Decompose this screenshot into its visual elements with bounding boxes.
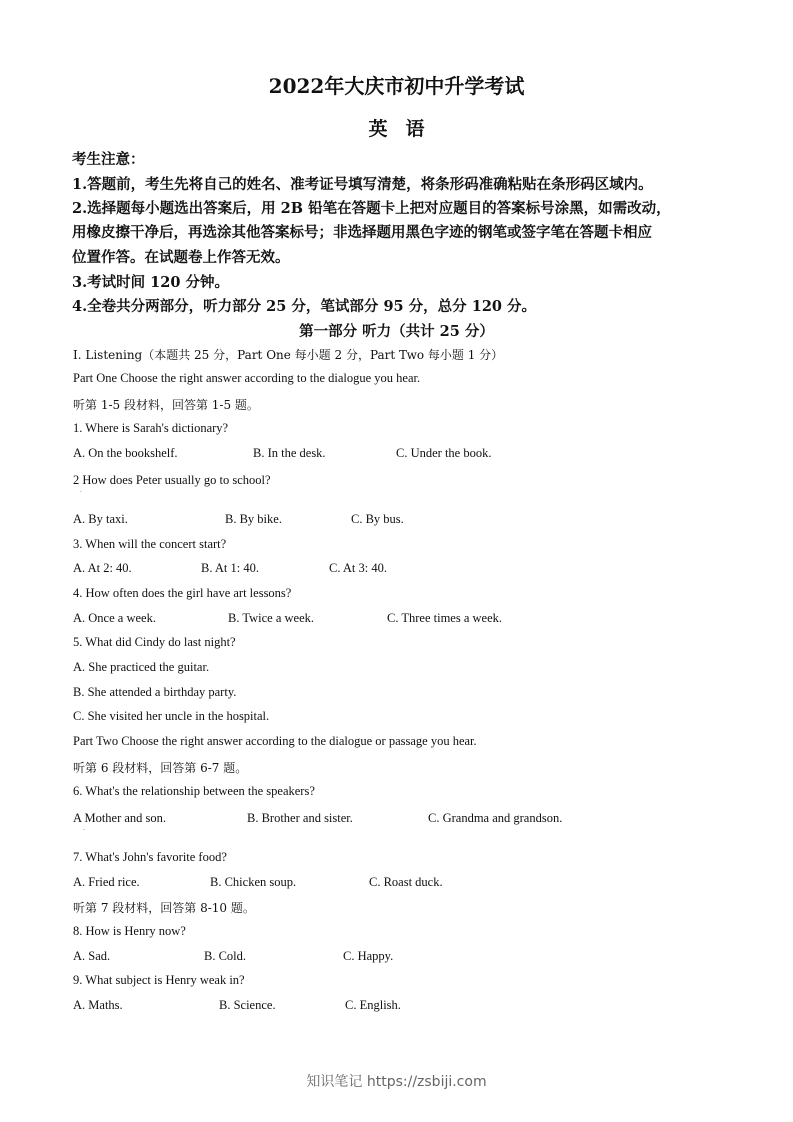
stray-mark: · — [83, 827, 85, 834]
option-b: B. In the desk. — [253, 446, 326, 460]
notice-line: 4.全卷共分两部分，听力部分 25 分，笔试部分 95 分，总分 120 分。 — [72, 298, 537, 315]
option-c: C. Happy. — [343, 949, 394, 963]
option-b: B. Cold. — [204, 949, 247, 963]
option-c: C. At 3: 40. — [329, 561, 387, 575]
part-one-title: 第一部分 听力（共计 25 分） — [299, 323, 494, 340]
notice-line: 位置作答。在试题卷上作答无效。 — [72, 249, 290, 266]
notice-line: 用橡皮擦干净后，再选涂其他答案标号；非选择题用黑色字迹的钢笔或签字笔在答题卡相应 — [72, 224, 652, 241]
material-label: 听第 7 段材料，回答第 8-10 题。 — [73, 901, 255, 915]
question-stem: 8. How is Henry now? — [73, 924, 186, 938]
material-label: 听第 6 段材料，回答第 6-7 题。 — [73, 761, 248, 775]
option-a: A. Sad. — [73, 949, 111, 963]
question-stem: 6. What's the relationship between the speakers? — [73, 784, 315, 798]
notice-heading: 考生注意： — [72, 151, 145, 168]
option-c: C. She visited her uncle in the hospital. — [73, 709, 270, 723]
material-label: 听第 1-5 段材料，回答第 1-5 题。 — [73, 398, 259, 412]
stray-mark: · — [80, 489, 82, 496]
option-b: B. Brother and sister. — [247, 811, 353, 825]
option-c: C. Three times a week. — [387, 611, 503, 625]
notice-line: 2.选择题每小题选出答案后，用 2B 铅笔在答题卡上把对应题目的答案标号涂黑，如需改动， — [72, 200, 671, 217]
question-stem: 4. How often does the girl have art lessons? — [73, 586, 292, 600]
option-c: C. By bus. — [351, 512, 404, 526]
exam-subject: 英语 — [368, 118, 443, 140]
option-c: C. English. — [345, 998, 401, 1012]
option-b: B. Chicken soup. — [210, 875, 297, 889]
part-two-instruction: Part Two Choose the right answer according to the dialogue or passage you hear. — [73, 734, 477, 748]
option-a: A. Once a week. — [73, 611, 156, 625]
option-b: B. At 1: 40. — [201, 561, 259, 575]
option-b: B. By bike. — [225, 512, 282, 526]
section-intro: I. Listening（本题共 25 分，Part One 每小题 2 分，Part Two 每小题 1 分） — [73, 348, 504, 362]
question-stem: 3. When will the concert start? — [73, 537, 227, 551]
option-a: A Mother and son. — [73, 811, 167, 825]
question-stem: 5. What did Cindy do last night? — [73, 635, 236, 649]
option-b: B. Twice a week. — [228, 611, 315, 625]
option-a: A. On the bookshelf. — [73, 446, 178, 460]
option-a: A. Maths. — [73, 998, 123, 1012]
option-a: A. By taxi. — [73, 512, 128, 526]
footer-watermark[interactable]: 知识笔记 https://zsbiji.com — [306, 1074, 487, 1090]
question-stem: 2 How does Peter usually go to school? — [73, 473, 271, 487]
exam-title: 2022年大庆市初中升学考试 — [268, 74, 525, 98]
option-c: C. Under the book. — [396, 446, 492, 460]
option-c: C. Grandma and grandson. — [428, 811, 563, 825]
option-b: B. Science. — [219, 998, 276, 1012]
notice-line: 3.考试时间 120 分钟。 — [72, 274, 230, 291]
notice-line: 1.答题前，考生先将自己的姓名、准考证号填写清楚，将条形码准确粘贴在条形码区域内。 — [72, 176, 653, 193]
option-a: A. Fried rice. — [73, 875, 140, 889]
question-stem: 7. What's John's favorite food? — [73, 850, 227, 864]
option-a: A. At 2: 40. — [73, 561, 132, 575]
option-a: A. She practiced the guitar. — [73, 660, 210, 674]
option-b: B. She attended a birthday party. — [73, 685, 237, 699]
part-one-instruction: Part One Choose the right answer according to the dialogue you hear. — [73, 371, 421, 385]
option-c: C. Roast duck. — [369, 875, 443, 889]
question-stem: 9. What subject is Henry weak in? — [73, 973, 245, 987]
question-stem: 1. Where is Sarah's dictionary? — [73, 421, 229, 435]
